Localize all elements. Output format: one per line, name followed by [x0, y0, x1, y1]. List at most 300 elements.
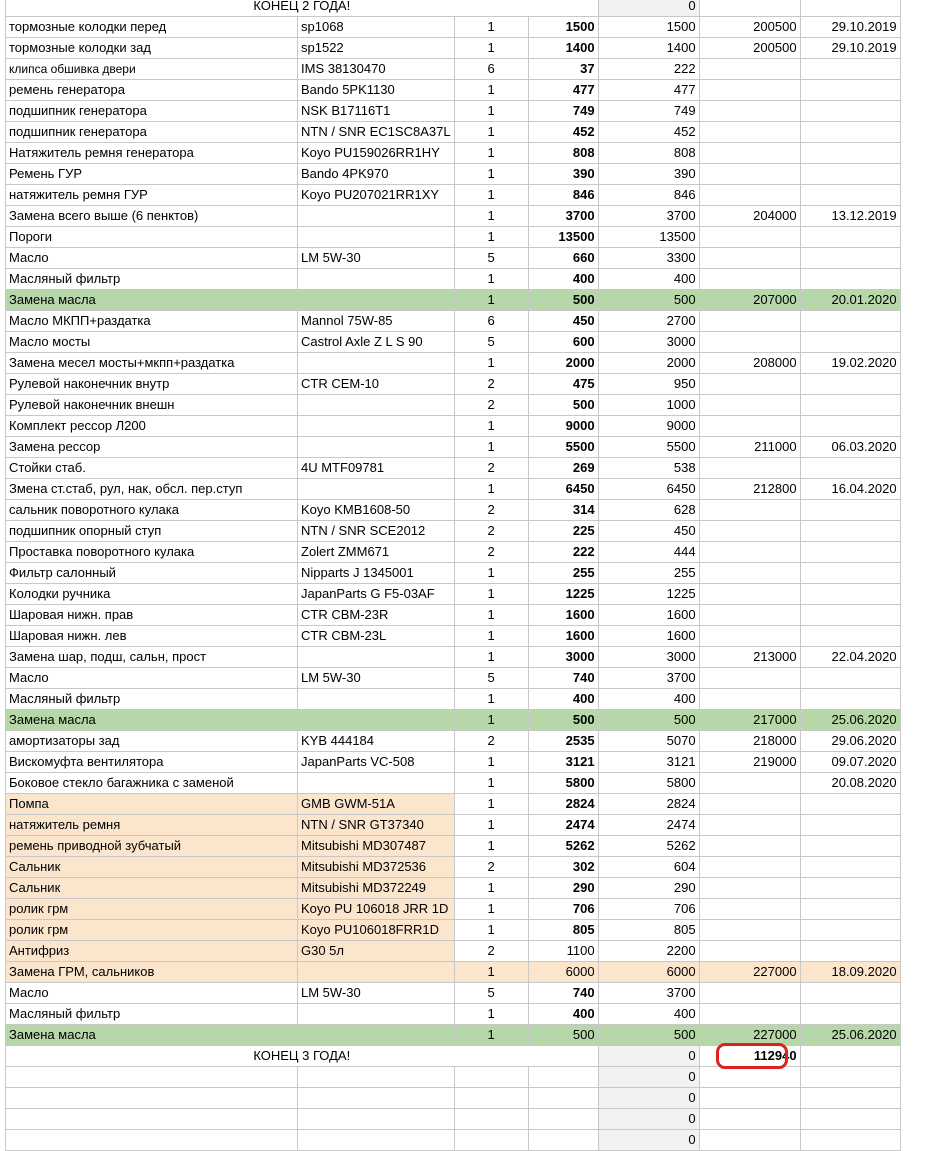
sum-cell[interactable]: 628	[598, 500, 699, 521]
price-cell[interactable]: 805	[528, 920, 598, 941]
item-name-cell[interactable]: натяжитель ремня ГУР	[6, 185, 298, 206]
price-cell[interactable]: 706	[528, 899, 598, 920]
price-cell[interactable]: 390	[528, 164, 598, 185]
item-name-cell[interactable]: Помпа	[6, 794, 298, 815]
sum-cell[interactable]: 3700	[598, 983, 699, 1004]
price-cell[interactable]: 222	[528, 542, 598, 563]
item-name-cell[interactable]: Вискомуфта вентилятора	[6, 752, 298, 773]
zero-total-cell[interactable]: 0	[598, 1109, 699, 1130]
price-cell[interactable]: 3121	[528, 752, 598, 773]
date-cell[interactable]	[800, 500, 900, 521]
zero-total-cell[interactable]: 0	[598, 1067, 699, 1088]
quantity-cell[interactable]: 6	[454, 59, 528, 80]
empty-cell[interactable]	[6, 1109, 298, 1130]
mileage-cell[interactable]	[699, 878, 800, 899]
mileage-cell[interactable]: 227000	[699, 962, 800, 983]
mileage-cell[interactable]	[699, 668, 800, 689]
price-cell[interactable]: 3700	[528, 206, 598, 227]
price-cell[interactable]: 400	[528, 1004, 598, 1025]
empty-cell[interactable]	[454, 1130, 528, 1151]
quantity-cell[interactable]: 1	[454, 17, 528, 38]
item-name-cell[interactable]: подшипник генератора	[6, 101, 298, 122]
date-cell[interactable]: 29.10.2019	[800, 38, 900, 59]
date-cell[interactable]	[800, 374, 900, 395]
date-cell[interactable]	[800, 563, 900, 584]
empty-cell[interactable]	[800, 1046, 900, 1067]
sum-cell[interactable]: 5500	[598, 437, 699, 458]
date-cell[interactable]: 29.06.2020	[800, 731, 900, 752]
date-cell[interactable]	[800, 836, 900, 857]
item-name-cell[interactable]: Замена всего выше (6 пенктов)	[6, 206, 298, 227]
mileage-cell[interactable]: 227000	[699, 1025, 800, 1046]
sum-cell[interactable]: 3000	[598, 647, 699, 668]
part-number-cell[interactable]	[298, 689, 455, 710]
item-name-cell[interactable]: тормозные колодки зад	[6, 38, 298, 59]
price-cell[interactable]: 749	[528, 101, 598, 122]
date-cell[interactable]	[800, 122, 900, 143]
price-cell[interactable]: 290	[528, 878, 598, 899]
part-number-cell[interactable]: sp1522	[298, 38, 455, 59]
mileage-cell[interactable]	[699, 899, 800, 920]
quantity-cell[interactable]: 1	[454, 563, 528, 584]
date-cell[interactable]	[800, 311, 900, 332]
item-name-cell[interactable]: тормозные колодки перед	[6, 17, 298, 38]
mileage-cell[interactable]: 211000	[699, 437, 800, 458]
part-number-cell[interactable]: Mannol 75W-85	[298, 311, 455, 332]
sum-cell[interactable]: 2824	[598, 794, 699, 815]
part-number-cell[interactable]: NSK B17116T1	[298, 101, 455, 122]
sum-cell[interactable]: 749	[598, 101, 699, 122]
mileage-cell[interactable]	[699, 269, 800, 290]
date-cell[interactable]	[800, 395, 900, 416]
item-name-cell[interactable]: ремень приводной зубчатый	[6, 836, 298, 857]
mileage-cell[interactable]	[699, 605, 800, 626]
quantity-cell[interactable]: 1	[454, 164, 528, 185]
part-number-cell[interactable]	[298, 227, 455, 248]
price-cell[interactable]: 1600	[528, 605, 598, 626]
price-cell[interactable]: 500	[528, 395, 598, 416]
sum-cell[interactable]: 1500	[598, 17, 699, 38]
year-end-total-cell[interactable]: 0	[598, 1046, 699, 1067]
quantity-cell[interactable]: 1	[454, 1004, 528, 1025]
part-number-cell[interactable]	[298, 1004, 455, 1025]
price-cell[interactable]: 13500	[528, 227, 598, 248]
date-cell[interactable]: 25.06.2020	[800, 710, 900, 731]
mileage-cell[interactable]: 200500	[699, 17, 800, 38]
mileage-cell[interactable]	[699, 143, 800, 164]
sum-cell[interactable]: 846	[598, 185, 699, 206]
part-number-cell[interactable]: GMB GWM-51A	[298, 794, 455, 815]
sum-cell[interactable]: 805	[598, 920, 699, 941]
mileage-cell[interactable]	[699, 374, 800, 395]
part-number-cell[interactable]: JapanParts VC-508	[298, 752, 455, 773]
mileage-cell[interactable]	[699, 794, 800, 815]
date-cell[interactable]: 18.09.2020	[800, 962, 900, 983]
sum-cell[interactable]: 538	[598, 458, 699, 479]
date-cell[interactable]	[800, 1004, 900, 1025]
empty-cell[interactable]	[699, 1130, 800, 1151]
price-cell[interactable]: 452	[528, 122, 598, 143]
item-name-cell[interactable]: Стойки стаб.	[6, 458, 298, 479]
date-cell[interactable]: 06.03.2020	[800, 437, 900, 458]
part-number-cell[interactable]: Bando 4PK970	[298, 164, 455, 185]
empty-cell[interactable]	[298, 1067, 455, 1088]
date-cell[interactable]	[800, 689, 900, 710]
date-cell[interactable]	[800, 80, 900, 101]
item-name-cell[interactable]: клипса обшивка двери	[6, 59, 298, 80]
quantity-cell[interactable]: 1	[454, 80, 528, 101]
item-name-cell[interactable]: Колодки ручника	[6, 584, 298, 605]
mileage-cell[interactable]	[699, 500, 800, 521]
price-cell[interactable]: 846	[528, 185, 598, 206]
part-number-cell[interactable]: Zolert ZMM671	[298, 542, 455, 563]
quantity-cell[interactable]: 1	[454, 605, 528, 626]
item-name-cell[interactable]: Шаровая нижн. лев	[6, 626, 298, 647]
item-name-cell[interactable]: Проставка поворотного кулака	[6, 542, 298, 563]
sum-cell[interactable]: 3300	[598, 248, 699, 269]
empty-cell[interactable]	[699, 0, 800, 17]
sum-cell[interactable]: 450	[598, 521, 699, 542]
part-number-cell[interactable]: Koyo PU207021RR1XY	[298, 185, 455, 206]
sum-cell[interactable]: 444	[598, 542, 699, 563]
empty-cell[interactable]	[800, 1067, 900, 1088]
quantity-cell[interactable]: 1	[454, 752, 528, 773]
price-cell[interactable]: 314	[528, 500, 598, 521]
mileage-cell[interactable]	[699, 164, 800, 185]
sum-cell[interactable]: 5070	[598, 731, 699, 752]
zero-total-cell[interactable]: 0	[598, 1130, 699, 1151]
item-name-cell[interactable]: Натяжитель ремня генератора	[6, 143, 298, 164]
quantity-cell[interactable]: 1	[454, 185, 528, 206]
item-name-cell[interactable]: Замена масла	[6, 710, 298, 731]
quantity-cell[interactable]: 2	[454, 731, 528, 752]
date-cell[interactable]	[800, 542, 900, 563]
part-number-cell[interactable]: NTN / SNR SCE2012	[298, 521, 455, 542]
mileage-cell[interactable]	[699, 542, 800, 563]
price-cell[interactable]: 450	[528, 311, 598, 332]
date-cell[interactable]: 29.10.2019	[800, 17, 900, 38]
price-cell[interactable]: 37	[528, 59, 598, 80]
mileage-cell[interactable]	[699, 80, 800, 101]
part-number-cell[interactable]	[298, 647, 455, 668]
part-number-cell[interactable]: Mitsubishi MD372249	[298, 878, 455, 899]
empty-cell[interactable]	[6, 1088, 298, 1109]
item-name-cell[interactable]: Замена масла	[6, 1025, 298, 1046]
quantity-cell[interactable]: 2	[454, 857, 528, 878]
sum-cell[interactable]: 6450	[598, 479, 699, 500]
mileage-cell[interactable]	[699, 983, 800, 1004]
mileage-cell[interactable]	[699, 857, 800, 878]
empty-cell[interactable]	[528, 1067, 598, 1088]
date-cell[interactable]	[800, 920, 900, 941]
sum-cell[interactable]: 1400	[598, 38, 699, 59]
part-number-cell[interactable]: Bando 5PK1130	[298, 80, 455, 101]
sum-cell[interactable]: 255	[598, 563, 699, 584]
part-number-cell[interactable]: Mitsubishi MD372536	[298, 857, 455, 878]
sum-cell[interactable]: 3000	[598, 332, 699, 353]
item-name-cell[interactable]: натяжитель ремня	[6, 815, 298, 836]
date-cell[interactable]	[800, 626, 900, 647]
year-end-label-cell[interactable]: КОНЕЦ 3 ГОДА!	[6, 1046, 599, 1067]
part-number-cell[interactable]: sp1068	[298, 17, 455, 38]
item-name-cell[interactable]: Шаровая нижн. прав	[6, 605, 298, 626]
empty-cell[interactable]	[298, 1109, 455, 1130]
quantity-cell[interactable]: 2	[454, 500, 528, 521]
date-cell[interactable]: 09.07.2020	[800, 752, 900, 773]
mileage-cell[interactable]	[699, 332, 800, 353]
quantity-cell[interactable]: 1	[454, 479, 528, 500]
quantity-cell[interactable]: 1	[454, 269, 528, 290]
item-name-cell[interactable]: Масляный фильтр	[6, 269, 298, 290]
sum-cell[interactable]: 400	[598, 269, 699, 290]
date-cell[interactable]	[800, 332, 900, 353]
date-cell[interactable]: 25.06.2020	[800, 1025, 900, 1046]
sum-cell[interactable]: 5800	[598, 773, 699, 794]
quantity-cell[interactable]: 1	[454, 143, 528, 164]
date-cell[interactable]	[800, 59, 900, 80]
part-number-cell[interactable]: 4U MTF09781	[298, 458, 455, 479]
quantity-cell[interactable]: 1	[454, 836, 528, 857]
date-cell[interactable]: 19.02.2020	[800, 353, 900, 374]
year-end-label-cell[interactable]: КОНЕЦ 2 ГОДА!	[6, 0, 599, 17]
item-name-cell[interactable]: Антифриз	[6, 941, 298, 962]
quantity-cell[interactable]: 1	[454, 227, 528, 248]
part-number-cell[interactable]: G30 5л	[298, 941, 455, 962]
mileage-cell[interactable]	[699, 185, 800, 206]
date-cell[interactable]	[800, 185, 900, 206]
item-name-cell[interactable]: Замена шар, подш, сальн, прост	[6, 647, 298, 668]
mileage-cell[interactable]: 207000	[699, 290, 800, 311]
part-number-cell[interactable]: IMS 38130470	[298, 59, 455, 80]
date-cell[interactable]: 20.08.2020	[800, 773, 900, 794]
price-cell[interactable]: 2535	[528, 731, 598, 752]
sum-cell[interactable]: 390	[598, 164, 699, 185]
mileage-cell[interactable]	[699, 773, 800, 794]
sum-cell[interactable]: 5262	[598, 836, 699, 857]
mileage-cell[interactable]: 204000	[699, 206, 800, 227]
sum-cell[interactable]: 477	[598, 80, 699, 101]
part-number-cell[interactable]: Castrol Axle Z L S 90	[298, 332, 455, 353]
price-cell[interactable]: 5500	[528, 437, 598, 458]
part-number-cell[interactable]: LM 5W-30	[298, 248, 455, 269]
item-name-cell[interactable]: ремень генератора	[6, 80, 298, 101]
price-cell[interactable]: 500	[528, 290, 598, 311]
price-cell[interactable]: 400	[528, 689, 598, 710]
empty-cell[interactable]	[528, 1088, 598, 1109]
price-cell[interactable]: 1500	[528, 17, 598, 38]
item-name-cell[interactable]: Масло мосты	[6, 332, 298, 353]
price-cell[interactable]: 477	[528, 80, 598, 101]
date-cell[interactable]	[800, 416, 900, 437]
quantity-cell[interactable]: 5	[454, 332, 528, 353]
sum-cell[interactable]: 500	[598, 1025, 699, 1046]
price-cell[interactable]: 600	[528, 332, 598, 353]
zero-total-cell[interactable]: 0	[598, 1088, 699, 1109]
mileage-cell[interactable]	[699, 1004, 800, 1025]
part-number-cell[interactable]	[298, 269, 455, 290]
date-cell[interactable]	[800, 605, 900, 626]
price-cell[interactable]: 6450	[528, 479, 598, 500]
empty-cell[interactable]	[6, 1130, 298, 1151]
quantity-cell[interactable]: 5	[454, 983, 528, 1004]
item-name-cell[interactable]: Замена масла	[6, 290, 298, 311]
sum-cell[interactable]: 1225	[598, 584, 699, 605]
date-cell[interactable]	[800, 521, 900, 542]
mileage-cell[interactable]: 208000	[699, 353, 800, 374]
price-cell[interactable]: 500	[528, 1025, 598, 1046]
quantity-cell[interactable]: 2	[454, 395, 528, 416]
quantity-cell[interactable]: 1	[454, 689, 528, 710]
part-number-cell[interactable]	[298, 437, 455, 458]
part-number-cell[interactable]	[298, 962, 455, 983]
date-cell[interactable]	[800, 941, 900, 962]
mileage-cell[interactable]	[699, 395, 800, 416]
item-name-cell[interactable]: Сальник	[6, 878, 298, 899]
quantity-cell[interactable]: 1	[454, 584, 528, 605]
item-name-cell[interactable]: подшипник опорный ступ	[6, 521, 298, 542]
sum-cell[interactable]: 3700	[598, 668, 699, 689]
item-name-cell[interactable]: Масло	[6, 248, 298, 269]
empty-cell[interactable]	[454, 1067, 528, 1088]
part-number-cell[interactable]: NTN / SNR GT37340	[298, 815, 455, 836]
empty-cell[interactable]	[454, 1088, 528, 1109]
quantity-cell[interactable]: 1	[454, 878, 528, 899]
quantity-cell[interactable]: 2	[454, 374, 528, 395]
mileage-cell[interactable]	[699, 563, 800, 584]
date-cell[interactable]	[800, 983, 900, 1004]
part-number-cell[interactable]: Nipparts J 1345001	[298, 563, 455, 584]
part-number-cell[interactable]: Koyo PU 106018 JRR 1D	[298, 899, 455, 920]
mileage-cell[interactable]: 218000	[699, 731, 800, 752]
price-cell[interactable]: 3000	[528, 647, 598, 668]
quantity-cell[interactable]: 1	[454, 794, 528, 815]
date-cell[interactable]	[800, 101, 900, 122]
price-cell[interactable]: 475	[528, 374, 598, 395]
item-name-cell[interactable]: Масло	[6, 668, 298, 689]
sum-cell[interactable]: 604	[598, 857, 699, 878]
mileage-cell[interactable]: 219000	[699, 752, 800, 773]
item-name-cell[interactable]: сальник поворотного кулака	[6, 500, 298, 521]
item-name-cell[interactable]: ролик грм	[6, 899, 298, 920]
item-name-cell[interactable]: Рулевой наконечник внешн	[6, 395, 298, 416]
price-cell[interactable]: 660	[528, 248, 598, 269]
part-number-cell[interactable]: Koyo KMB1608-50	[298, 500, 455, 521]
quantity-cell[interactable]: 1	[454, 773, 528, 794]
date-cell[interactable]	[800, 227, 900, 248]
item-name-cell[interactable]: Масло	[6, 983, 298, 1004]
sum-cell[interactable]: 6000	[598, 962, 699, 983]
date-cell[interactable]	[800, 794, 900, 815]
part-number-cell[interactable]: CTR CBM-23R	[298, 605, 455, 626]
quantity-cell[interactable]: 1	[454, 962, 528, 983]
part-number-cell[interactable]: Mitsubishi MD307487	[298, 836, 455, 857]
empty-cell[interactable]	[528, 1130, 598, 1151]
item-name-cell[interactable]: Ремень ГУР	[6, 164, 298, 185]
quantity-cell[interactable]: 1	[454, 899, 528, 920]
item-name-cell[interactable]: амортизаторы зад	[6, 731, 298, 752]
item-name-cell[interactable]: Змена ст.стаб, рул, нак, обсл. пер.ступ	[6, 479, 298, 500]
quantity-cell[interactable]: 1	[454, 710, 528, 731]
part-number-cell[interactable]: KYB 444184	[298, 731, 455, 752]
sum-cell[interactable]: 706	[598, 899, 699, 920]
part-number-cell[interactable]	[298, 710, 455, 731]
quantity-cell[interactable]: 6	[454, 311, 528, 332]
part-number-cell[interactable]: CTR CBM-23L	[298, 626, 455, 647]
date-cell[interactable]	[800, 815, 900, 836]
part-number-cell[interactable]	[298, 1025, 455, 1046]
part-number-cell[interactable]: NTN / SNR EC1SC8A37L	[298, 122, 455, 143]
part-number-cell[interactable]: JapanParts G F5-03AF	[298, 584, 455, 605]
sum-cell[interactable]: 3121	[598, 752, 699, 773]
item-name-cell[interactable]: Фильтр салонный	[6, 563, 298, 584]
part-number-cell[interactable]	[298, 479, 455, 500]
sum-cell[interactable]: 13500	[598, 227, 699, 248]
empty-cell[interactable]	[699, 1088, 800, 1109]
date-cell[interactable]	[800, 164, 900, 185]
mileage-cell[interactable]	[699, 227, 800, 248]
mileage-cell[interactable]	[699, 248, 800, 269]
mileage-cell[interactable]	[699, 689, 800, 710]
quantity-cell[interactable]: 1	[454, 920, 528, 941]
sum-cell[interactable]: 2700	[598, 311, 699, 332]
price-cell[interactable]: 5262	[528, 836, 598, 857]
sum-cell[interactable]: 1000	[598, 395, 699, 416]
quantity-cell[interactable]: 1	[454, 101, 528, 122]
price-cell[interactable]: 9000	[528, 416, 598, 437]
item-name-cell[interactable]: Пороги	[6, 227, 298, 248]
sum-cell[interactable]: 9000	[598, 416, 699, 437]
mileage-cell[interactable]: 212800	[699, 479, 800, 500]
date-cell[interactable]	[800, 458, 900, 479]
price-cell[interactable]: 500	[528, 710, 598, 731]
price-cell[interactable]: 6000	[528, 962, 598, 983]
price-cell[interactable]: 1600	[528, 626, 598, 647]
mileage-cell[interactable]: 217000	[699, 710, 800, 731]
grand-total-cell[interactable]	[699, 1046, 800, 1067]
sum-cell[interactable]: 3700	[598, 206, 699, 227]
price-cell[interactable]: 302	[528, 857, 598, 878]
mileage-cell[interactable]	[699, 521, 800, 542]
mileage-cell[interactable]	[699, 584, 800, 605]
quantity-cell[interactable]: 2	[454, 521, 528, 542]
date-cell[interactable]	[800, 248, 900, 269]
quantity-cell[interactable]: 2	[454, 542, 528, 563]
quantity-cell[interactable]: 1	[454, 815, 528, 836]
date-cell[interactable]	[800, 878, 900, 899]
empty-cell[interactable]	[298, 1088, 455, 1109]
sum-cell[interactable]: 2474	[598, 815, 699, 836]
item-name-cell[interactable]: Масляный фильтр	[6, 689, 298, 710]
date-cell[interactable]	[800, 143, 900, 164]
price-cell[interactable]: 255	[528, 563, 598, 584]
price-cell[interactable]: 1225	[528, 584, 598, 605]
sum-cell[interactable]: 452	[598, 122, 699, 143]
mileage-cell[interactable]	[699, 626, 800, 647]
quantity-cell[interactable]: 1	[454, 353, 528, 374]
sum-cell[interactable]: 290	[598, 878, 699, 899]
quantity-cell[interactable]: 5	[454, 248, 528, 269]
item-name-cell[interactable]: Замена месел мосты+мкпп+раздатка	[6, 353, 298, 374]
sum-cell[interactable]: 808	[598, 143, 699, 164]
price-cell[interactable]: 225	[528, 521, 598, 542]
empty-cell[interactable]	[699, 1067, 800, 1088]
empty-cell[interactable]	[800, 0, 900, 17]
item-name-cell[interactable]: Замена ГРМ, сальников	[6, 962, 298, 983]
price-cell[interactable]: 5800	[528, 773, 598, 794]
sum-cell[interactable]: 400	[598, 1004, 699, 1025]
mileage-cell[interactable]	[699, 815, 800, 836]
date-cell[interactable]: 20.01.2020	[800, 290, 900, 311]
